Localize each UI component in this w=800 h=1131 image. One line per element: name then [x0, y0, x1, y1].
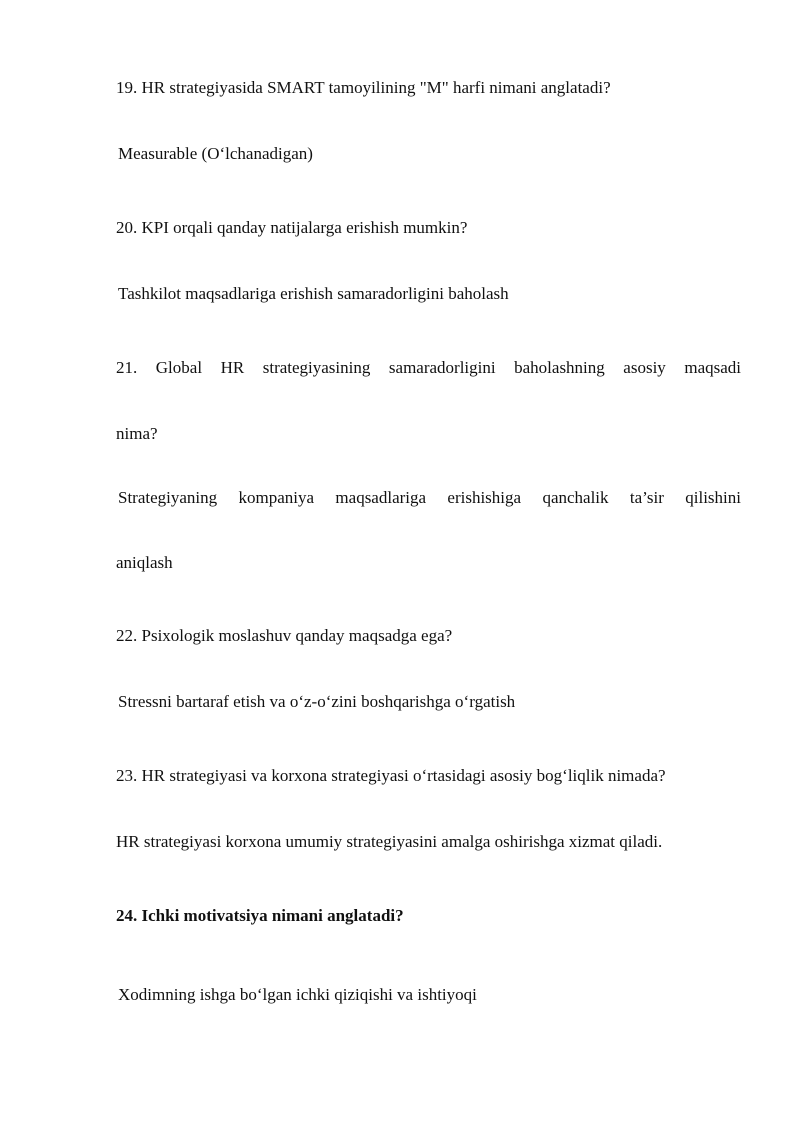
answer-23: HR strategiyasi korxona umumiy strategiyasini amalga oshirishga xizmat qiladi.	[116, 832, 663, 851]
question-19: 19. HR strategiyasida SMART tamoyilining "M" harfi nimani anglatadi?	[116, 78, 611, 97]
question-21-line1: 21. Global HR strategiyasining samaradorligini baholashning asosiy maqsadi	[116, 358, 741, 377]
question-22: 22. Psixologik moslashuv qanday maqsadga ega?	[116, 626, 453, 645]
answer-24: Xodimning ishga bo‘lgan ichki qiziqishi va ishtiyoqi	[118, 985, 477, 1004]
answer-22: Stressni bartaraf etish va o‘z-o‘zini boshqarishga o‘rgatish	[118, 692, 516, 711]
question-23: 23. HR strategiyasi va korxona strategiyasi o‘rtasidagi asosiy bog‘liqlik nimada?	[116, 766, 666, 785]
question-24: 24. Ichki motivatsiya nimani anglatadi?	[116, 906, 404, 925]
answer-21-line2: aniqlash	[116, 553, 173, 572]
answer-21-line1: Strategiyaning kompaniya maqsadlariga erishishiga qanchalik ta’sir qilishini	[118, 488, 741, 507]
answer-19: Measurable (O‘lchanadigan)	[118, 144, 313, 163]
answer-20: Tashkilot maqsadlariga erishish samaradorligini baholash	[118, 284, 509, 303]
question-20: 20. KPI orqali qanday natijalarga erishish mumkin?	[116, 218, 468, 237]
question-21-line2: nima?	[116, 424, 158, 443]
